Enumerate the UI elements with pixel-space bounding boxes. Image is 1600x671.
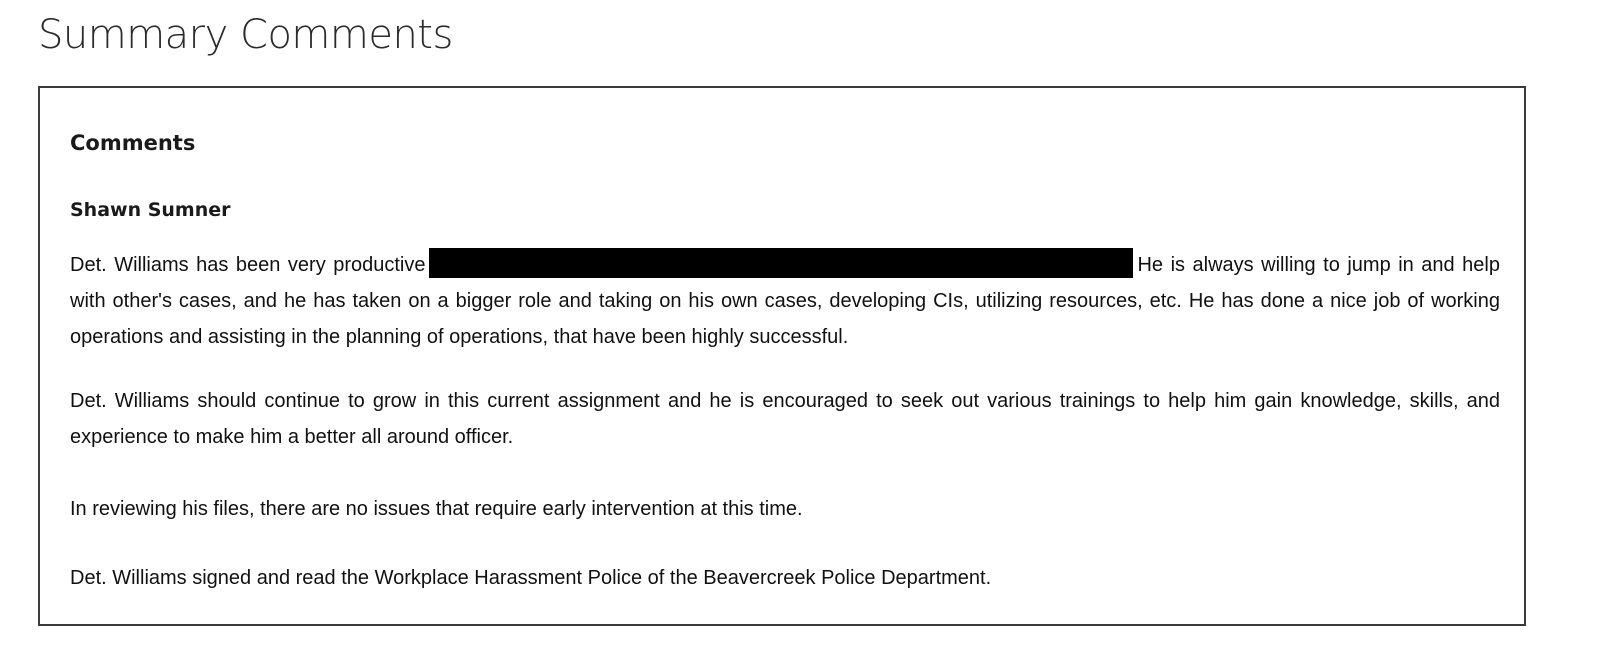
comment-author: Shawn Sumner: [70, 199, 231, 221]
paragraph-1-text-before: Det. Williams has been very productive: [70, 254, 426, 276]
comment-paragraph-3: In reviewing his files, there are no issues that require early intervention at this time.: [70, 498, 803, 520]
comments-panel: [38, 86, 1526, 626]
comment-paragraph-2: Det. Williams should continue to grow in this current assignment and he is encouraged to seek out various trainings to help him gain knowledge, skills, and experience to make him a better all around officer.: [70, 390, 1500, 448]
comments-heading: Comments: [70, 131, 196, 155]
page-title: Summary Comments: [38, 12, 453, 58]
comment-paragraph-4: Det. Williams signed and read the Workplace Harassment Police of the Beavercreek Police Department.: [70, 567, 992, 589]
paragraph-1-text-after: He is always willing to jump in and help with other's cases, and he has taken on a bigger role and taking on his own cases, developing CIs, utilizing resources, etc. He has done a nice job of working operations and assisting in the planning of operations, that have been highly successful.: [70, 254, 1500, 348]
redaction-bar: [429, 248, 1133, 278]
comment-paragraph-1: [70, 247, 1500, 355]
